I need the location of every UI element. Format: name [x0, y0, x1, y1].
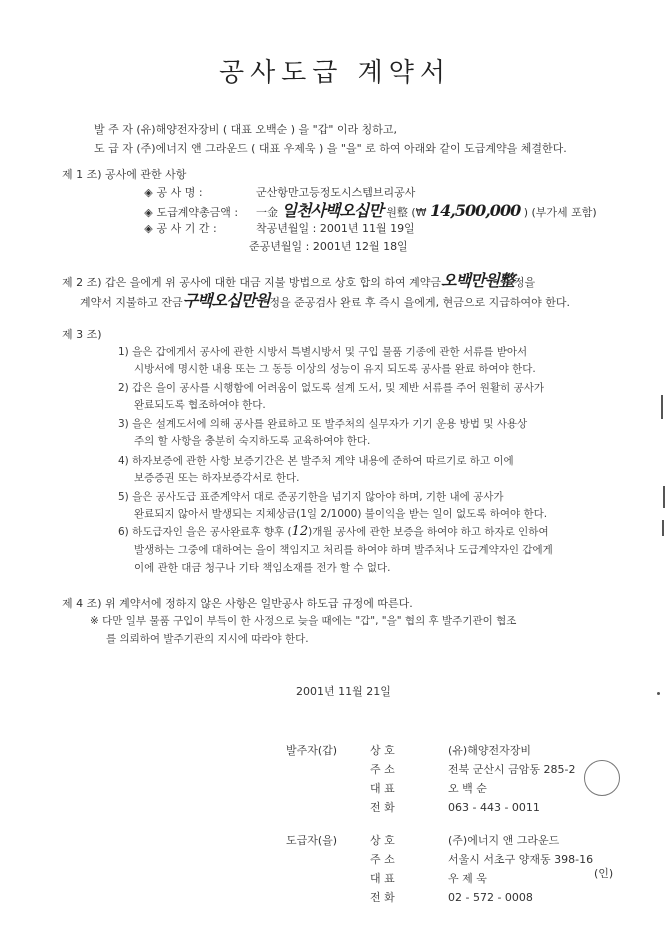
article-3-item-2-cont: 완료되도록 협조하여야 한다. [134, 399, 266, 411]
article-2-line-2 [80, 291, 571, 310]
row-label: 주 소 [370, 853, 395, 866]
row-label: 주 소 [370, 763, 395, 776]
article-2-line-1 [62, 271, 536, 290]
document-title: 공사도급 계약서 [218, 58, 452, 88]
scan-artifact [657, 692, 660, 695]
handwritten-amount-number: 14,500,000 [430, 201, 521, 220]
amount-suffix: 원整 (₩ [386, 206, 427, 219]
article-3-item-6-cont-1: 발생하는 그중에 대하여는 을이 책임지고 처리를 하여야 하며 발주처나 도급계약자인 갑에게 [134, 544, 553, 556]
article-1-row-period-start [144, 222, 415, 235]
handwritten-warranty-months: 12 [291, 524, 309, 539]
article-3-item-3 [118, 418, 527, 430]
row-label: 전 화 [370, 801, 395, 814]
intro-line-2: 도 급 자 (주)에너지 앤 그라운드 ( 대표 우제욱 ) 을 "을" 로 하여 아래와 같이 도급계약을 체결한다. [94, 142, 567, 155]
party-b-row-rep [370, 872, 487, 885]
item-line: 하자보증에 관한 사항 보증기간은 본 발주처 계약 내용에 준하여 따르기로 하고 이에 [132, 455, 514, 467]
row-value: 전북 군산시 금암동 285-2 [448, 763, 576, 776]
party-a-role: 발주자(갑) [286, 744, 338, 757]
row-label: 상 호 [370, 834, 395, 847]
article-1-row-amount [144, 201, 597, 220]
article-1-row-project [144, 186, 415, 199]
article-3-item-6-cont-2: 이에 관한 대금 청구나 기타 책임소재를 전가 할 수 없다. [134, 562, 391, 574]
row-value: (주)에너지 앤 그라운드 [448, 834, 560, 847]
row-value: 오 백 순 [448, 782, 487, 795]
item-line: )개월 공사에 관한 보증을 하여야 하고 하자로 인하여 [308, 526, 549, 538]
item-line: 하도급자인 을은 공사완료후 향후 ( [132, 526, 292, 538]
party-b-seal-mark: (인) [594, 867, 614, 880]
item-line: 을은 갑에게서 공사에 관한 시방서 특별시방서 및 구입 물품 기종에 관한 서류를 받아서 [132, 346, 528, 358]
handwritten-amount-korean: 일천사백오십만 [281, 201, 383, 220]
handwritten-deposit: 오백만원整 [441, 271, 514, 290]
amount-tail: ) (부가세 포함) [523, 206, 597, 219]
article-3-item-3-cont: 주의 할 사항을 충분히 숙지하도록 교육하여야 한다. [134, 435, 371, 447]
row-label: 전 화 [370, 891, 395, 904]
article-4-note-line-1: ※ 다만 일부 물품 구입이 부득이 한 사정으로 늦을 때에는 "갑", "을" 협의 후 발주기관이 협조 [90, 615, 517, 627]
contract-date: 2001년 11월 21일 [296, 685, 391, 698]
article-2-text: 계약서 지불하고 잔금 [80, 296, 183, 309]
article-3-item-2 [118, 382, 544, 394]
company-seal-icon [584, 760, 620, 796]
article-2-text: 정을 준공검사 완료 후 즉시 을에게, 현금으로 지급하여야 한다. [269, 296, 571, 309]
article-3-item-4-cont: 보증증권 또는 하자보증각서로 한다. [134, 472, 300, 484]
item-number: 4) [118, 455, 129, 467]
intro-line-1: 발 주 자 (유)해양전자장비 ( 대표 오백순 ) 을 "갑" 이라 칭하고, [94, 123, 398, 136]
row-label: 대 표 [370, 872, 395, 885]
article-3-item-1 [118, 346, 527, 358]
article-3-item-1-cont: 시방서에 명시한 내용 또는 그 동등 이상의 성능이 유지 되도록 공사를 완료 하여야 한다. [134, 363, 536, 375]
item-number: 2) [118, 382, 129, 394]
party-a-row-rep [370, 782, 487, 795]
article-1-row-period-end: 준공년월일 : 2001년 12월 18일 [249, 240, 408, 253]
article-4-line-1: 제 4 조) 위 계약서에 정하지 않은 사항은 일반공사 하도급 규정에 따른다. [62, 597, 413, 610]
handwritten-balance: 구백오십만원 [182, 291, 270, 310]
row-label: 대 표 [370, 782, 395, 795]
row-value: 군산항만고등정도시스템브리공사 [256, 186, 416, 199]
party-a-row-address [370, 763, 575, 776]
scan-artifact [661, 395, 663, 419]
article-4-note-line-2: 를 의뢰하여 발주기관의 지시에 따라야 한다. [106, 633, 309, 645]
article-3-heading: 제 3 조) [62, 328, 102, 341]
article-2-text: 제 2 조) 갑은 을에게 위 공사에 대한 대금 지불 방법으로 상호 합의 하여 계약금 [62, 276, 442, 289]
row-value: 착공년월일 : 2001년 11월 19일 [256, 222, 415, 235]
party-a-row-name [370, 744, 531, 757]
row-value: 우 제 욱 [448, 872, 487, 885]
article-1-heading: 제 1 조) 공사에 관한 사항 [62, 168, 187, 181]
item-line: 을은 공사도급 표준계약서 대로 준공기한을 넘기지 않아야 하며, 기한 내에 공사가 [132, 491, 504, 503]
party-b-row-name [370, 834, 559, 847]
diamond-bullet-icon: ◈ [144, 222, 153, 235]
article-3-item-4 [118, 455, 514, 467]
row-value: (유)해양전자장비 [448, 744, 531, 757]
row-value: 一金 [256, 206, 278, 219]
row-value: 063 - 443 - 0011 [448, 801, 540, 814]
article-3-item-5 [118, 491, 504, 503]
item-line: 을은 설계도서에 의해 공사를 완료하고 또 발주처의 실무자가 기기 운용 방법 및 사용상 [132, 418, 528, 430]
item-number: 6) [118, 526, 129, 538]
diamond-bullet-icon: ◈ [144, 186, 153, 199]
row-value: 서울시 서초구 양재동 398-16 [448, 853, 594, 866]
scan-artifact [662, 520, 664, 536]
row-label: 공 사 명 : [156, 186, 203, 199]
item-number: 3) [118, 418, 129, 430]
item-number: 1) [118, 346, 129, 358]
row-value: 02 - 572 - 0008 [448, 891, 533, 904]
row-label: 공 사 기 간 : [156, 222, 217, 235]
party-b-role: 도급자(을) [286, 834, 338, 847]
party-b-row-address [370, 853, 593, 866]
article-2-text: 정을 [513, 276, 536, 289]
item-number: 5) [118, 491, 129, 503]
scan-artifact [663, 486, 665, 508]
row-label: 상 호 [370, 744, 395, 757]
article-3-item-6 [118, 526, 549, 538]
diamond-bullet-icon: ◈ [144, 206, 153, 219]
row-label: 도급계약총금액 : [156, 206, 239, 219]
item-line: 갑은 을이 공사를 시행함에 어려움이 없도록 설계 도서, 및 제반 서류를 주어 원활히 공사가 [132, 382, 544, 394]
party-b-row-phone [370, 891, 533, 904]
article-3-item-5-cont: 완료되지 않아서 발생되는 지체상금(1일 2/1000) 불이익을 받는 일이 없도록 하여야 한다. [134, 508, 548, 520]
party-a-row-phone [370, 801, 540, 814]
